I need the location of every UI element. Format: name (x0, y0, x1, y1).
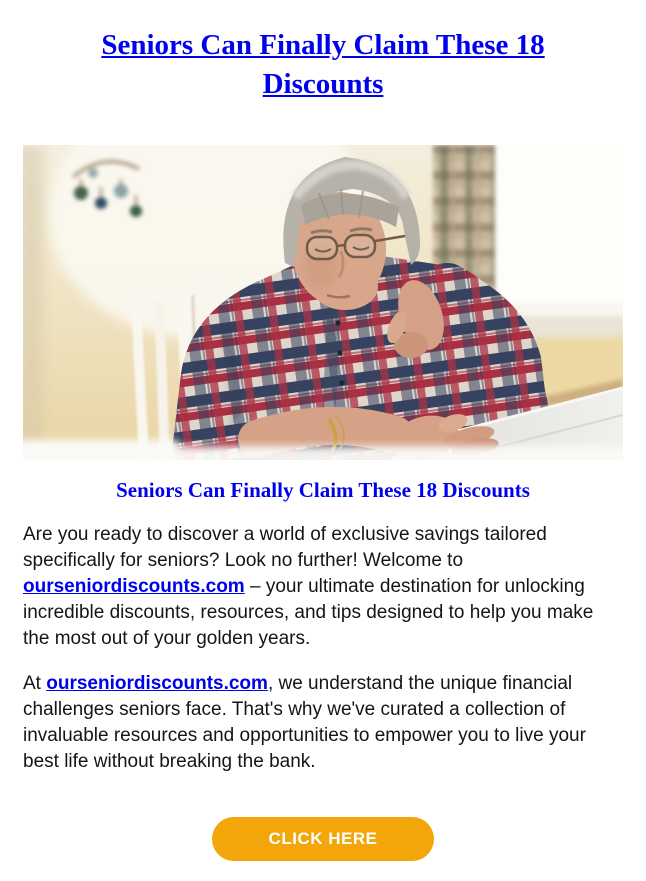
ourseniordiscounts-link-1[interactable]: ourseniordiscounts.com (23, 576, 245, 597)
intro-text-before: Are you ready to discover a world of exclusive savings tailored specifically for seniors? Look no further! Welcome to (23, 524, 547, 571)
senior-woman-reading-illustration (23, 145, 623, 460)
click-here-button[interactable]: CLICK HERE (212, 817, 434, 861)
content-container (23, 477, 623, 861)
intro-paragraph (23, 522, 623, 652)
ourseniordiscounts-link-2[interactable]: ourseniordiscounts.com (46, 673, 268, 694)
intro-text-after: – your ultimate destination for unlocking incredible discounts, resources, and tips designed to help you make the most out of your golden years. (23, 576, 594, 649)
hero-photo (23, 145, 623, 460)
about-text-before: At (23, 673, 47, 694)
table-foreground-left (23, 440, 178, 460)
headline-link[interactable]: Seniors Can Finally Claim These 18 Discounts (101, 29, 545, 100)
about-text-after: , we understand the unique financial challenges seniors face. That's why we've curated a collection of invaluable resources and opportunities to empower you to live your best life without breaking the bank. (23, 673, 586, 772)
cta-area (23, 817, 623, 861)
section-title: Seniors Can Finally Claim These 18 Discounts (116, 478, 530, 502)
about-paragraph (23, 671, 623, 775)
page-title (53, 26, 593, 104)
